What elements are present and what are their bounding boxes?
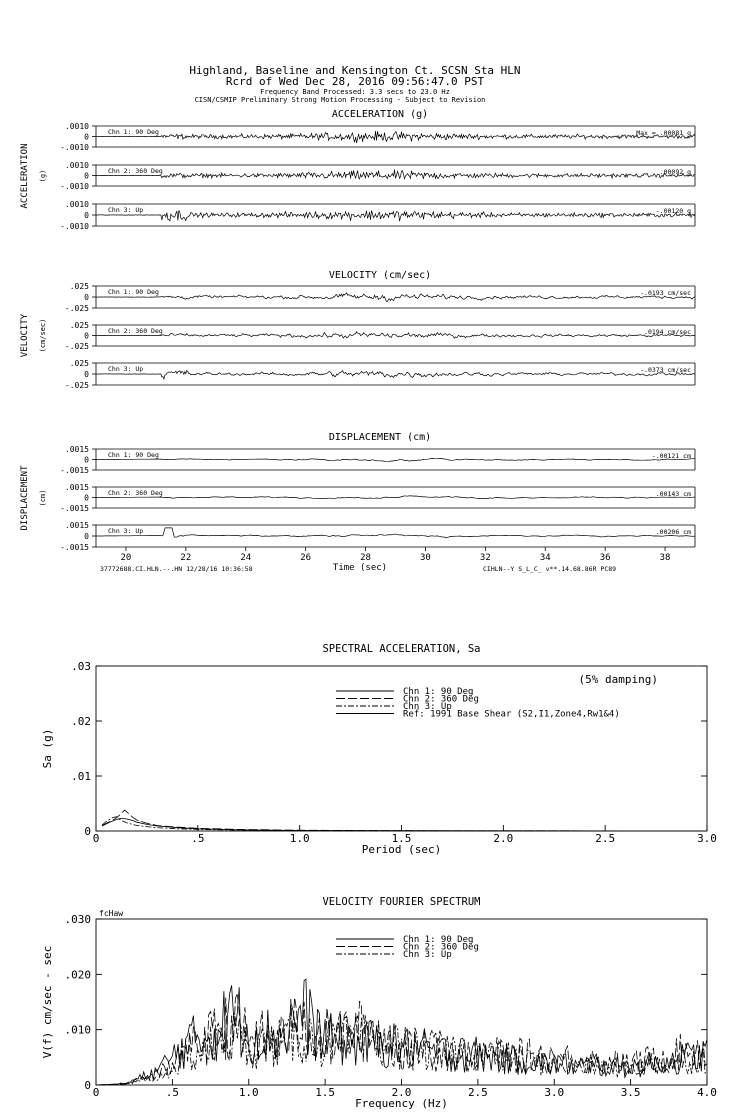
legend-label: Chn 3: Up [403,950,452,960]
channel-trace [96,131,695,143]
channel-trace [96,459,695,462]
y-tick-label: -.025 [64,304,89,313]
section-ylabel: ACCELERATION [20,143,30,209]
section-ylabel: DISPLACEMENT [20,465,30,531]
section-ylabel: VELOCITY [20,313,30,358]
y-tick-label: 0 [84,171,89,181]
damping-annotation: (5% damping) [578,673,658,686]
x-tick-label: 1.5 [391,832,412,845]
section-yunit: (g) [39,169,47,183]
channel-peak: -.0193 cm/sec [640,289,691,297]
y-tick-label: 0 [84,455,89,465]
y-tick-label: .025 [69,282,89,291]
chart-layer [20,109,717,1110]
x-tick-label: 1.0 [238,1086,259,1099]
y-tick-label: .0010 [64,200,89,209]
channel-trace [96,371,695,379]
header-line1: Highland, Baseline and Kensington Ct. SCSN Sta HLN [189,64,521,77]
x-tick-label: 3.5 [620,1086,641,1099]
y-tick-label: 0 [84,493,89,503]
spectrum-title: SPECTRAL ACCELERATION, Sa [322,643,481,655]
x-tick-label: 2.5 [467,1086,488,1099]
spectrum-title: VELOCITY FOURIER SPECTRUM [322,896,481,908]
legend-label: Chn 3: Up [403,702,452,712]
legend-label: Ref: 1991 Base Shear (S2,I1,Zone4,Rw1&4) [403,709,620,720]
y-tick-label: .0015 [64,483,89,492]
channel-name: Chn 3: Up [108,527,144,535]
x-tick-label: 2.0 [493,832,514,845]
channel-trace [96,210,695,221]
x-tick-label: 3.0 [544,1086,565,1099]
channel-peak: -.00120 g [655,207,691,215]
channel-peak: .00206 cm [655,528,691,536]
channel-trace [96,170,695,179]
y-tick-label: 0 [84,211,89,220]
y-tick-label: .01 [71,770,91,783]
y-tick-label: .02 [71,715,91,728]
y-tick-label: -.0010 [60,143,89,152]
channel-name: Chn 3: Up [108,206,144,214]
y-tick-label: -.0010 [60,222,89,231]
header-line4: CISN/CSMIP Preliminary Strong Motion Processing - Subject to Revision [194,96,486,104]
channel-name: Chn 1: 90 Deg [108,451,159,459]
x-tick-label: 32 [479,553,491,563]
footer-left: 37772688.CI.HLN.--.HN 12/28/16 10:36:58 [100,565,253,573]
series-line [102,818,707,831]
y-tick-label: -.0010 [60,182,89,191]
y-axis-label: Sa (g) [41,728,54,769]
x-axis-label: Frequency (Hz) [355,1097,448,1110]
footer-right: CIHLN--Y S_L_C_ v**.14.68.86R PC89 [483,565,617,573]
y-tick-label: .010 [64,1023,91,1037]
x-tick-label: 4.0 [697,1086,717,1099]
x-tick-label: .5 [191,832,205,845]
y-tick-label: -.0015 [60,543,89,552]
x-tick-label: 30 [420,553,431,563]
plot-frame [96,666,707,831]
header-line2: Rcrd of Wed Dec 28, 2016 09:56:47.0 PST [225,75,485,88]
y-tick-label: -.0015 [60,466,89,475]
x-tick-label: 0 [92,1086,100,1099]
y-tick-label: .025 [69,321,89,330]
section-title: VELOCITY (cm/sec) [328,270,432,281]
y-tick-label: .0010 [64,161,89,170]
series-line [96,979,707,1085]
y-tick-label: .025 [69,359,89,368]
channel-name: Chn 2: 360 Deg [108,327,163,335]
corner-label: fcHaw [99,909,124,918]
channel-trace [96,332,695,339]
section-yunit: (cm/sec) [39,318,47,353]
y-tick-label: .0010 [64,122,89,131]
x-axis-label: Period (sec) [361,843,442,856]
x-tick-label: 38 [659,553,671,563]
y-tick-label: .03 [71,660,91,673]
channel-peak: .0194 cm/sec [644,328,691,336]
x-tick-label: 20 [120,553,132,563]
channel-name: Chn 1: 90 Deg [108,288,159,296]
channel-trace [96,496,695,499]
channel-trace [96,528,695,538]
section-yunit: (cm) [39,489,47,507]
y-tick-label: .0015 [64,521,89,530]
y-tick-label: .030 [64,913,91,926]
x-tick-label: 26 [300,553,312,563]
y-tick-label: 0 [84,293,89,302]
channel-peak: -.0373 cm/sec [640,366,691,374]
y-tick-label: -.025 [64,381,89,390]
channel-name: Chn 3: Up [108,365,144,373]
y-axis-label: V(f) cm/sec - sec [41,945,54,1059]
channel-peak: .00092 g [659,168,691,176]
channel-peak: .00143 cm [655,490,691,498]
legend-label: Chn 1: 90 Deg [403,687,474,697]
x-tick-label: 36 [599,553,611,563]
channel-name: Chn 2: 360 Deg [108,489,163,497]
y-tick-label: 0 [84,1079,91,1092]
x-axis-label: Time (sec) [332,563,388,573]
legend-label: Chn 2: 360 Deg [403,694,479,705]
x-tick-label: 22 [180,553,192,563]
section-title: DISPLACEMENT (cm) [328,432,432,443]
section-title: ACCELERATION (g) [331,109,429,120]
y-tick-label: 0 [84,132,89,142]
x-tick-label: 1.0 [289,832,310,845]
y-tick-label: -.0015 [60,504,89,513]
x-tick-label: .5 [165,1086,179,1099]
x-tick-label: 34 [539,553,551,563]
y-tick-label: 0 [84,825,91,838]
x-tick-label: 2.0 [391,1086,412,1099]
y-tick-label: .020 [64,968,91,982]
x-tick-label: 3.0 [697,832,717,845]
y-tick-label: .0015 [64,445,89,454]
y-tick-label: 0 [84,370,89,379]
channel-peak: Max = .00081 g [636,129,691,137]
y-tick-label: 0 [84,331,89,341]
channel-peak: -.00121 cm [651,452,691,460]
legend-label: Chn 2: 360 Deg [403,942,479,953]
y-tick-label: -.025 [64,342,89,351]
series-line [102,810,707,831]
x-tick-label: 24 [240,553,252,563]
x-tick-label: 0 [92,832,100,845]
legend-label: Chn 1: 90 Deg [403,935,474,945]
x-tick-label: 28 [360,553,371,563]
x-tick-label: 1.5 [315,1086,336,1099]
y-tick-label: 0 [84,532,89,541]
channel-name: Chn 2: 360 Deg [108,167,163,175]
x-tick-label: 2.5 [595,832,616,845]
channel-trace [96,293,695,302]
header-line3: Frequency Band Processed: 3.3 secs to 23.0 Hz [260,88,450,96]
channel-name: Chn 1: 90 Deg [108,128,159,136]
